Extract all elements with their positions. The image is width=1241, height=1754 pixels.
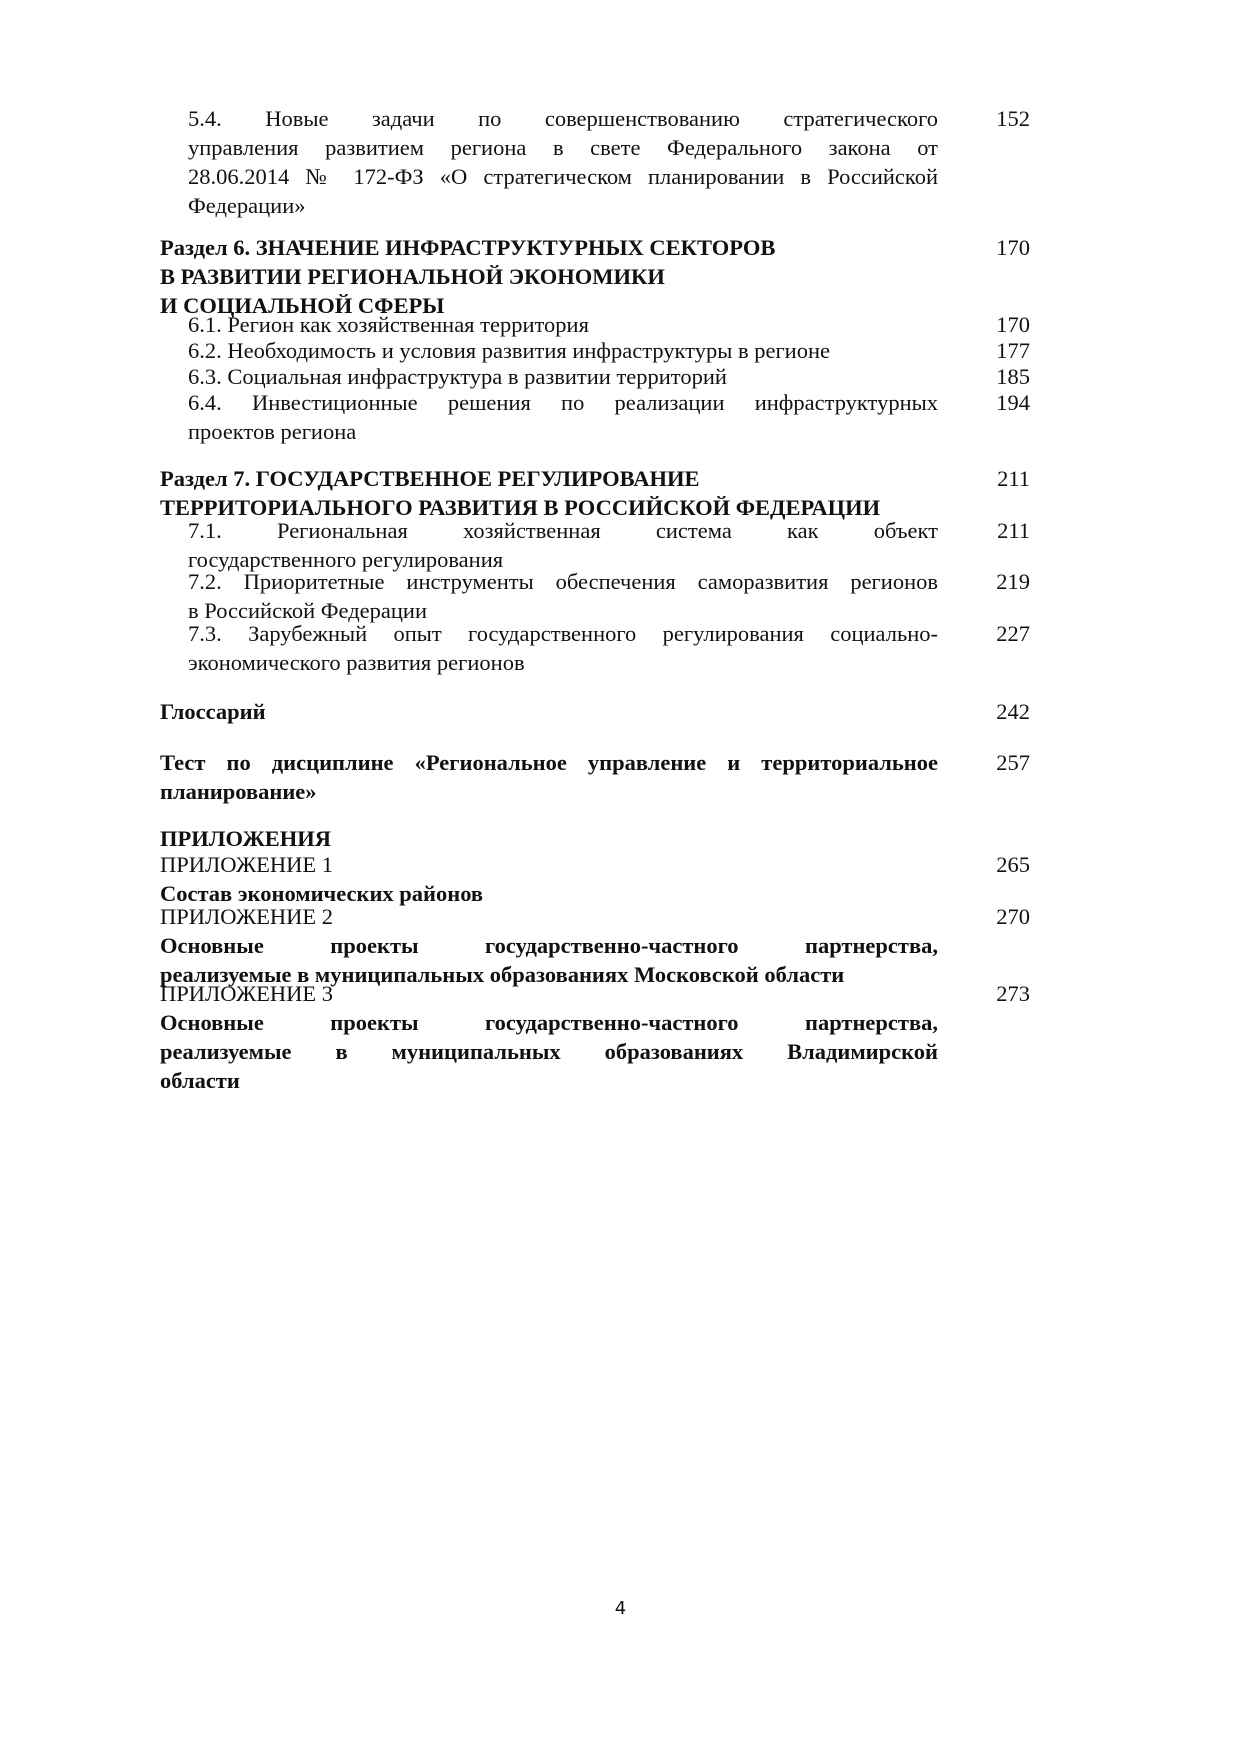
appendix-title-line: Основные проекты государственно-частного партнерства, xyxy=(160,1010,938,1035)
toc-line: 6.1. Регион как хозяйственная территория xyxy=(188,312,589,337)
toc-entry-title xyxy=(160,902,938,989)
toc-line: Федерации» xyxy=(188,193,306,218)
toc-entry-title xyxy=(188,362,938,391)
toc-page-number: 170 xyxy=(996,235,1030,260)
toc-appendix-3[interactable] xyxy=(160,979,1030,1095)
toc-entry-title xyxy=(188,567,938,625)
toc-line: 6.4. Инвестиционные решения по реализации инфраструктурных xyxy=(188,390,938,415)
toc-entry-6-3[interactable] xyxy=(160,362,1030,391)
appendix-title-line: области xyxy=(160,1068,240,1093)
toc-line: Тест по дисциплине «Региональное управление и территориальное xyxy=(160,750,938,775)
toc-line: экономического развития регионов xyxy=(188,650,525,675)
toc-page-number: 185 xyxy=(996,364,1030,389)
appendix-label: ПРИЛОЖЕНИЕ 3 xyxy=(160,981,333,1006)
toc-line: 7.1. Региональная хозяйственная система как объект xyxy=(188,518,938,543)
toc-section-7[interactable] xyxy=(160,464,1030,522)
toc-appendix-2[interactable] xyxy=(160,902,1030,989)
toc-section-title xyxy=(160,464,960,522)
toc-entry-title xyxy=(160,979,938,1095)
toc-line: И СОЦИАЛЬНОЙ СФЕРЫ xyxy=(160,293,445,318)
toc-line: В РАЗВИТИИ РЕГИОНАЛЬНОЙ ЭКОНОМИКИ xyxy=(160,264,665,289)
toc-line: государственного регулирования xyxy=(188,547,504,572)
toc-entry-6-2[interactable] xyxy=(160,336,1030,365)
toc-page-number: 177 xyxy=(996,338,1030,363)
page-number-footer: 4 xyxy=(614,1598,627,1619)
toc-entry-title xyxy=(188,336,938,365)
appendix-label: ПРИЛОЖЕНИЕ 2 xyxy=(160,904,333,929)
toc-page-number: 219 xyxy=(996,569,1030,594)
toc-entry-title xyxy=(188,104,938,220)
toc-line: планирование» xyxy=(160,779,317,804)
toc-glossary[interactable] xyxy=(160,697,1030,726)
appendix-title-line: Состав экономических районов xyxy=(160,881,484,906)
toc-entry-title xyxy=(160,697,938,726)
toc-page-number: 194 xyxy=(996,390,1030,415)
toc-line: 7.3. Зарубежный опыт государственного регулирования социально- xyxy=(188,621,938,646)
toc-page-number: 257 xyxy=(996,750,1030,775)
toc-page-number: 152 xyxy=(996,106,1030,131)
toc-appendices-title: ПРИЛОЖЕНИЯ xyxy=(160,826,331,851)
toc-entry-title xyxy=(188,516,938,574)
toc-page-number: 270 xyxy=(996,904,1030,929)
toc-section-6[interactable] xyxy=(160,233,1030,320)
toc-section-title xyxy=(160,233,938,320)
toc-line: 5.4. Новые задачи по совершенствованию стратегического xyxy=(188,106,938,131)
toc-line: управления развитием региона в свете Федерального закона от xyxy=(188,135,938,160)
toc-line: проектов региона xyxy=(188,419,357,444)
toc-page-number: 273 xyxy=(996,981,1030,1006)
toc-page-number: 265 xyxy=(996,852,1030,877)
toc-line: ТЕРРИТОРИАЛЬНОГО РАЗВИТИЯ В РОССИЙСКОЙ ФЕДЕРАЦИИ xyxy=(160,495,881,520)
appendix-label: ПРИЛОЖЕНИЕ 1 xyxy=(160,852,333,877)
toc-entry-6-4[interactable] xyxy=(160,388,1030,446)
toc-appendix-1[interactable] xyxy=(160,850,1030,908)
toc-entry-title xyxy=(188,310,938,339)
toc-line: Раздел 7. ГОСУДАРСТВЕННОЕ РЕГУЛИРОВАНИЕ xyxy=(160,466,700,491)
toc-line: 7.2. Приоритетные инструменты обеспечения саморазвития регионов xyxy=(188,569,938,594)
toc-page-number: 227 xyxy=(996,621,1030,646)
toc-line: 6.3. Социальная инфраструктура в развитии территорий xyxy=(188,364,727,389)
appendix-title-line: реализуемые в муниципальных образованиях Владимирской xyxy=(160,1039,938,1064)
toc-entry-title xyxy=(160,748,938,806)
toc-page-number: 170 xyxy=(996,312,1030,337)
toc-page-number: 211 xyxy=(997,518,1030,543)
toc-entry-title xyxy=(188,388,938,446)
toc-line: Раздел 6. ЗНАЧЕНИЕ ИНФРАСТРУКТУРНЫХ СЕКТОРОВ xyxy=(160,235,776,260)
toc-line: Глоссарий xyxy=(160,699,266,724)
toc-entry-7-3[interactable] xyxy=(160,619,1030,677)
toc-entry-7-2[interactable] xyxy=(160,567,1030,625)
toc-page-number: 211 xyxy=(997,466,1030,491)
toc-line: 28.06.2014 № 172-ФЗ «О стратегическом планировании в Российской xyxy=(188,164,938,189)
toc-line: в Российской Федерации xyxy=(188,598,428,623)
toc-test[interactable] xyxy=(160,748,1030,806)
appendix-title-line: реализуемые в муниципальных образованиях Московской области xyxy=(160,962,845,987)
toc-entry-6-1[interactable] xyxy=(160,310,1030,339)
toc-entry-7-1[interactable] xyxy=(160,516,1030,574)
toc-entry-title xyxy=(188,619,938,677)
toc-line: 6.2. Необходимость и условия развития инфраструктуры в регионе xyxy=(188,338,830,363)
toc-entry-title xyxy=(160,850,938,908)
appendix-title-line: Основные проекты государственно-частного партнерства, xyxy=(160,933,938,958)
toc-entry-5-4[interactable] xyxy=(160,104,1030,220)
toc-page-number: 242 xyxy=(996,699,1030,724)
